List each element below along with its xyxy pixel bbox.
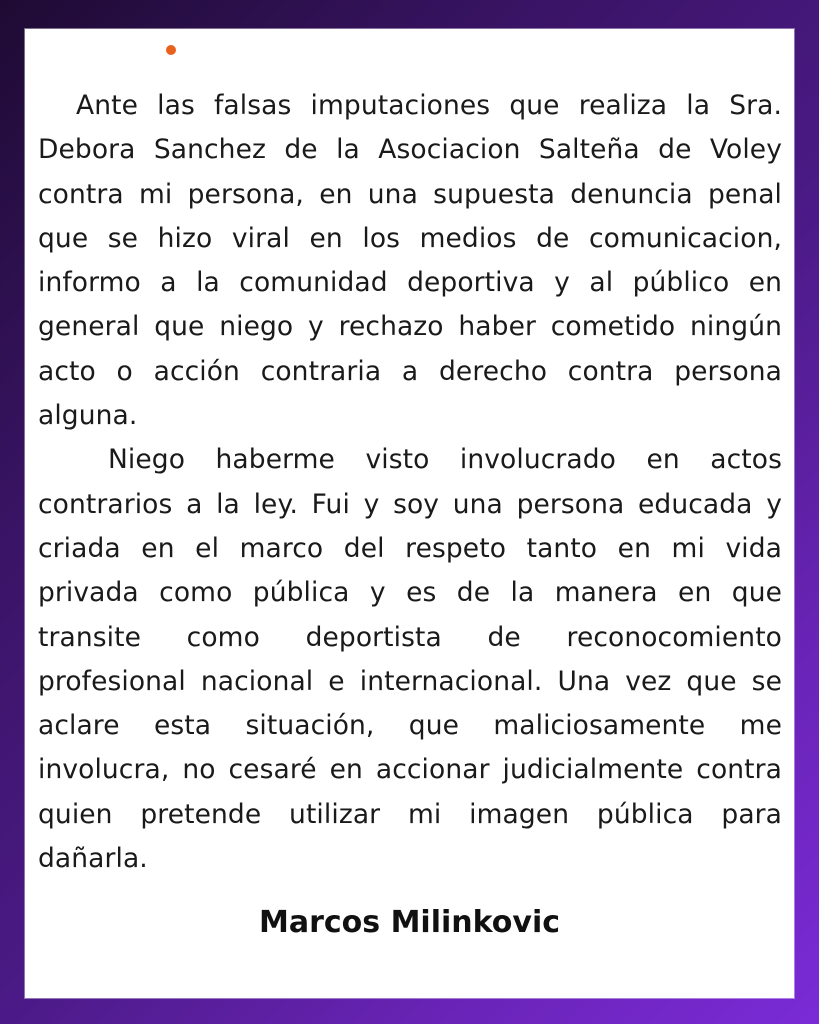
- statement-body: [38, 84, 782, 881]
- signature-name: Marcos Milinkovic: [258, 905, 561, 940]
- paragraph-2: Niego haberme visto involucrado en actos contrarios a la ley. Fui y soy una persona educada y criada en el marco del respeto tanto en mi vida privada como pública y es de la manera en que transite como deportista de reconocomiento profesional nacional e internacional. Una vez que se aclare esta situación, que maliciosamente me involucra, no cesaré en accionar judicialmente contra quien pretende utilizar mi imagen pública para dañarla.: [38, 444, 782, 875]
- paragraph-1: Ante las falsas imputaciones que realiza la Sra. Debora Sanchez de la Asociacion Salteña de Voley contra mi persona, en una supuesta denuncia penal que se hizo viral en los medios de comunicacion, informo a la comunidad deportiva y al público en general que niego y rechazo haber cometido ningún acto o acción contraria a derecho contra persona alguna.: [38, 90, 782, 432]
- orange-dot-icon: [166, 45, 176, 55]
